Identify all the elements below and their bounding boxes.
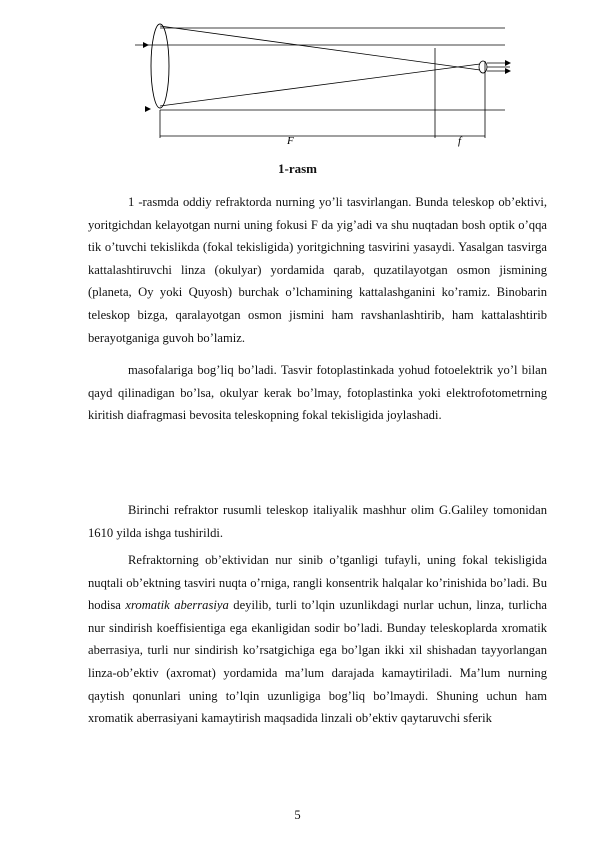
converging-ray bbox=[160, 64, 480, 106]
paragraph-2 bbox=[88, 359, 547, 427]
paragraph-2-text: masofalariga bog’liq bo’ladi. Tasvir fotoplastinkada yohud fotoelektrik yo’l bilan qayd qilinadigan bo’lsa, okulyar kerak bo’lmay, fotoplastinka yoki elektrofotometrning kiritish diafragmasi bevosita teleskopning fokal tekisligida joylashadi. bbox=[88, 363, 547, 423]
figure-caption: 1-rasm bbox=[278, 161, 317, 176]
focal-length-label-eyepiece: f bbox=[458, 135, 462, 147]
paragraph-3 bbox=[88, 499, 547, 544]
arrow-icon bbox=[143, 42, 149, 48]
paragraph-4-text: Refraktorning ob’ektividan nur sinib o’tganligi tufayli, uning fokal tekisligida nuqtali ob’ektning tasviri nuqta o’rniga, rangli konsentrik halqalar ko’rinishida bo’ladi. Bu hodisa bbox=[88, 553, 547, 613]
paragraph-4 bbox=[88, 549, 547, 730]
refractor-ray-diagram bbox=[125, 18, 520, 148]
page-number: 5 bbox=[294, 808, 301, 822]
objective-lens bbox=[151, 24, 169, 108]
converging-ray bbox=[160, 26, 480, 70]
arrow-icon bbox=[505, 60, 511, 66]
paragraph-4-text-cont: deyilib, turli to’lqin uzunlikdagi nurlar uchun, linza, turlicha nur sindirish koeffisientiga ega ekanligidan sodir bo’ladi. Bunday teleskoplarda xromatik aberrasiya, turli nur sindirish ko’rsatgichiga ega bo’lgan ikki xil shishadan tayyorlangan linza-ob’ektiv (axromat) yordamida ma’lum darajada kamaytiriladi. Ma’lum nurning qaytish qonunlari uning to’lqin uzunligiga bog’liq bo’lmaydi. Shuning uchun ham xromatik aberrasiyani kamaytirish maqsadida linzali ob’ektiv qaytaruvchi sferik bbox=[88, 598, 547, 726]
eyepiece-lens bbox=[479, 61, 487, 73]
arrow-icon bbox=[505, 68, 511, 74]
paragraph-1 bbox=[88, 191, 547, 349]
term-chromatic-aberration: xromatik aberrasiya bbox=[125, 598, 229, 613]
paragraph-3-text: Birinchi refraktor rusumli teleskop italiyalik mashhur olim G.Galiley tomonidan 1610 yilda ishga tushirildi. bbox=[88, 503, 547, 540]
focal-length-label-objective: F bbox=[287, 135, 294, 147]
arrow-icon bbox=[145, 106, 151, 112]
paragraph-1-text: 1 -rasmda oddiy refraktorda nurning yo’li tasvirlangan. Bunda teleskop ob’ektivi, yoritgichdan kelayotgan nurni uning fokusi F da yig’adi va shu nuqtadan bosh optik o’qqa tik o’tuvchi tekislikda (fokal tekisligida) yoritgichning tasvirini yasaydi. Yasalgan tasvirga kattalashtiruvchi linza (okulyar) yordamida qarab, quzatilayotgan osmon jismining (planeta, Oy yoki Quyosh) burchak o’lchamining kattalashganini ko’ramiz. Binobarin teleskop bizga, qaralayotgan osmon jismini ham ravshanlashtirib, ham kattalashtirib berayotganiga guvoh bo’lamiz. bbox=[88, 195, 547, 345]
